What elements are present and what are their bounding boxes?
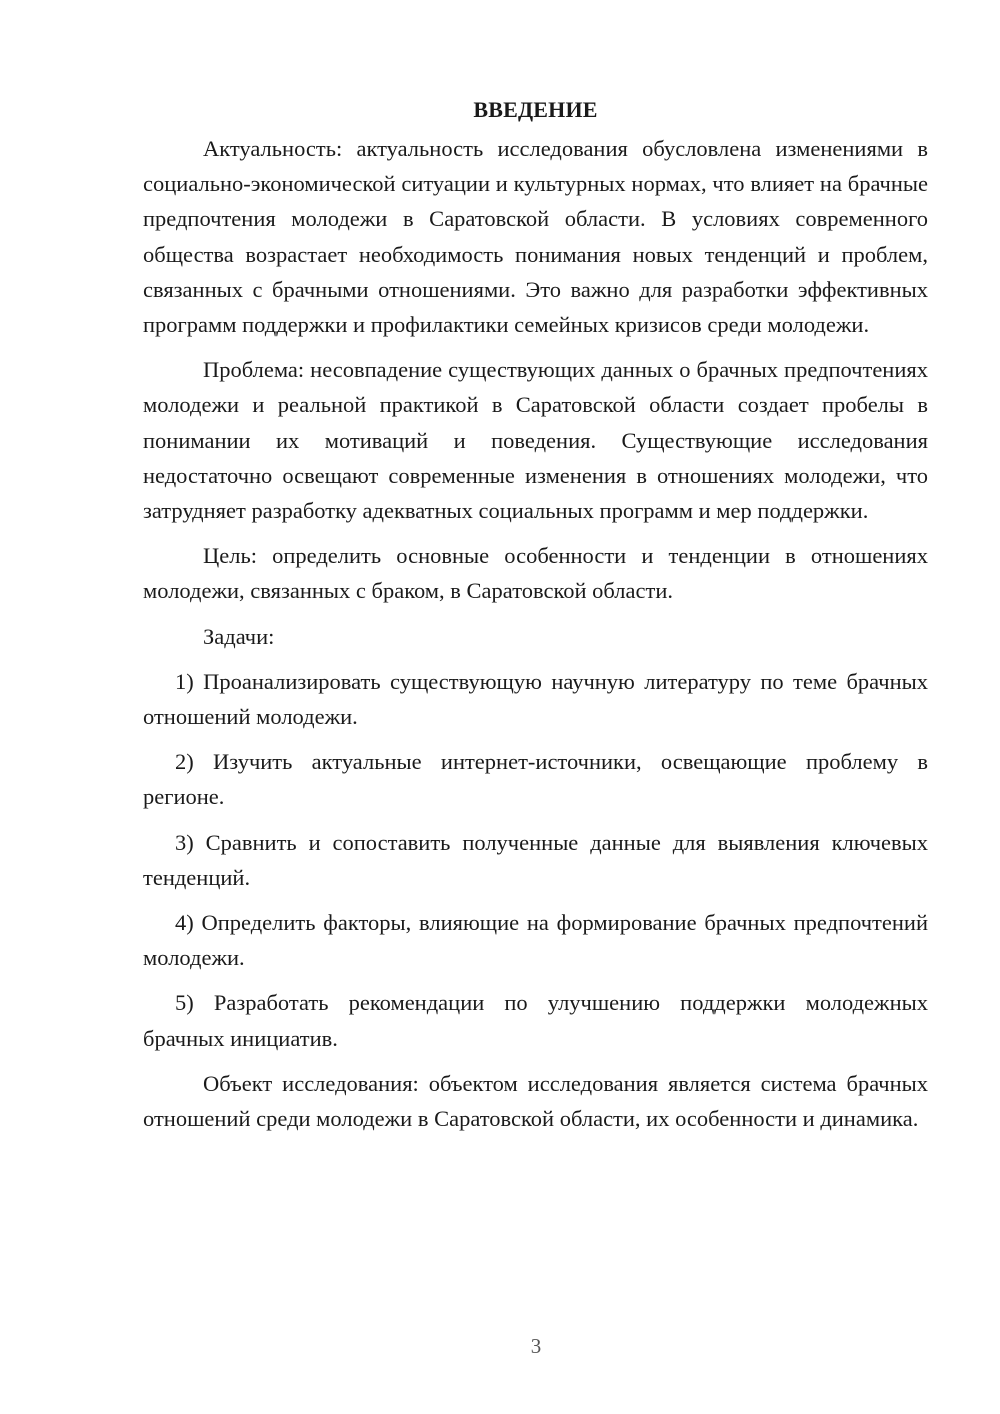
task-item-4: 4) Определить факторы, влияющие на формирование брачных предпочтений молодежи.: [143, 910, 928, 971]
tasks-heading: Задачи:: [203, 623, 275, 649]
task-item-1: 1) Проанализировать существующую научную литературу по теме брачных отношений молодежи.: [143, 668, 928, 730]
task-item-2: 2) Изучить актуальные интернет-источники, освещающие проблему в регионе.: [143, 749, 928, 810]
document-page: [143, 92, 928, 1146]
problem-paragraph: Проблема: несовпадение существующих данных о брачных предпочтениях молодежи и реальной практикой в Саратовской области создает пробелы в понимании их мотиваций и поведения. Существующие исследования недостаточно освещают современные изменения в отношениях молодежи, что затрудняет разработку адекватных социальных программ и мер поддержки.: [143, 357, 928, 524]
page-number: 3: [530, 1334, 542, 1358]
task-item-3: 3) Сравнить и сопоставить полученные данные для выявления ключевых тенденций.: [143, 829, 928, 890]
task-item-5: 5) Разработать рекомендации по улучшению поддержки молодежных брачных инициатив.: [143, 990, 928, 1051]
relevance-paragraph: Актуальность: актуальность исследования обусловлена изменениями в социально-экономической ситуации и культурных нормах, что влияет на брачные предпочтения молодежи в Саратовской области. В условиях современного общества возрастает необходимость понимания новых тенденций и проблем, связанных с брачными отношениями. Это важно для разработки эффективных программ поддержки и профилактики семейных кризисов среди молодежи.: [143, 136, 928, 338]
goal-paragraph: Цель: определить основные особенности и тенденции в отношениях молодежи, связанных с браком, в Саратовской области.: [143, 543, 928, 604]
object-paragraph: Объект исследования: объектом исследования является система брачных отношений среди молодежи в Саратовской области, их особенности и динамика.: [143, 1070, 928, 1132]
section-title: ВВЕДЕНИЕ: [473, 97, 598, 122]
